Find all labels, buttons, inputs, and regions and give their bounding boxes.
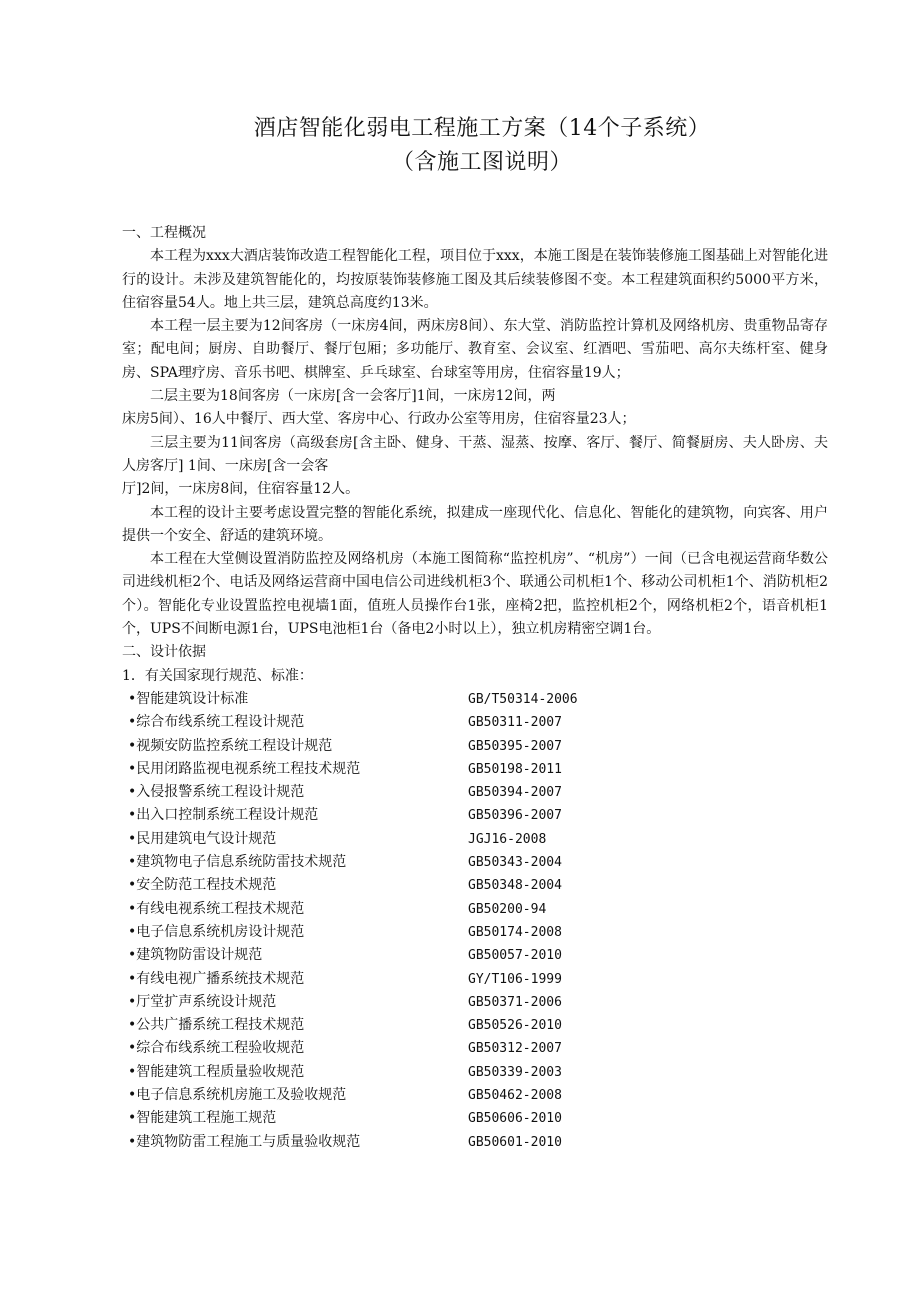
standard-row <box>122 1131 828 1154</box>
standard-code: GB50343-2004 <box>468 855 562 871</box>
paragraph-floor-1: 本工程一层主要为12间客房（一床房4间，两床房8间）、东大堂、消防监控计算机及网络机房、贵重物品寄存室；配电间；厨房、自助餐厅、餐厅包厢；多功能厅、教育室、会议室、红酒吧、雪茄吧、高尔夫练杆室、健身房、SPA理疗房、音乐书吧、棋牌室、乒乓球室、台球室等用房，住宿容量19人； <box>122 318 828 381</box>
standard-name: •智能建筑工程质量验收规范 <box>128 1063 305 1080</box>
standard-row <box>122 851 828 874</box>
standard-row <box>122 991 828 1014</box>
standard-code: GB50394-2007 <box>468 785 562 801</box>
standard-name: •建筑物电子信息系统防雷技术规范 <box>128 854 347 871</box>
paragraph-floor-3-line-1: 三层主要为11间客房（高级套房[含主卧、健身、干蒸、湿蒸、按摩、客厅、餐厅、简餐厨房、夫人卧房、夫人房客厅] 1间、一床房[含一会客 <box>122 434 828 474</box>
standard-row <box>122 1014 828 1037</box>
paragraph-project-intro: 本工程为xxx大酒店装饰改造工程智能化工程，项目位于xxx，本施工图是在装饰装修施工图基础上对智能化进行的设计。未涉及建筑智能化的，均按原装饰装修施工图及其后续装修图不变。本工程建筑面积约5000平方米，住宿容量54人。地上共三层，建筑总高度约13米。 <box>122 248 828 311</box>
standard-code: GB50057-2010 <box>468 948 562 964</box>
standard-code: GB50606-2010 <box>468 1111 562 1127</box>
section-heading-overview: 一、工程概况 <box>122 225 206 241</box>
standard-name: •民用闭路监视电视系统工程技术规范 <box>128 760 361 777</box>
standard-code: GB50462-2008 <box>468 1087 562 1103</box>
standard-name: •视频安防监控系统工程设计规范 <box>128 737 333 754</box>
standard-code: GB50395-2007 <box>468 738 562 754</box>
standard-name: •入侵报警系统工程设计规范 <box>128 784 305 801</box>
standard-name: •建筑物防雷工程施工与质量验收规范 <box>128 1133 361 1150</box>
paragraph-floor-2-line-2: 床房5间）、16人中餐厅、西大堂、客房中心、行政办公室等用房，住宿容量23人； <box>122 411 636 428</box>
standard-name: •智能建筑设计标准 <box>128 690 249 707</box>
standard-row <box>122 804 828 827</box>
paragraph-floor-2-line-1: 二层主要为18间客房（一床房[含一会客厅]1间，一床房12间，两 <box>150 388 556 405</box>
standard-row <box>122 921 828 944</box>
standard-row <box>122 688 828 711</box>
paragraph-floor-3-line-2: 厅]2间，一床房8间，住宿容量12人。 <box>122 481 360 498</box>
standard-name: •出入口控制系统工程设计规范 <box>128 807 319 824</box>
paragraph-machine-room: 本工程在大堂侧设置消防监控及网络机房（本施工图简称“监控机房”、“机房”）一间（已含电视运营商华数公司进线机柜2个、电话及网络运营商中国电信公司进线机柜3个、联通公司机柜1个、移动公司机柜1个、消防机柜2个）。智能化专业设置监控电视墙1面，值班人员操作台1张，座椅2把，监控机柜2个，网络机柜2个，语音机柜1个，UPS不间断电源1台，UPS电池柜1台（备电2小时以上），独立机房精密空调1台。 <box>122 551 828 638</box>
standard-row <box>122 758 828 781</box>
document-title: 酒店智能化弱电工程施工方案（14个子系统） <box>253 116 711 141</box>
standard-code: GB50396-2007 <box>468 808 562 824</box>
standard-code: GB50174-2008 <box>468 924 562 940</box>
paragraph-design-goal: 本工程的设计主要考虑设置完整的智能化系统，拟建成一座现代化、信息化、智能化的建筑物，向宾客、用户提供一个安全、舒适的建筑环境。 <box>122 504 828 544</box>
standard-name: •综合布线系统工程设计规范 <box>128 714 305 731</box>
standard-name: •安全防范工程技术规范 <box>128 877 277 894</box>
title-block <box>136 112 828 180</box>
standard-code: GB50348-2004 <box>468 878 562 894</box>
standard-row <box>122 828 828 851</box>
standard-name: •有线电视系统工程技术规范 <box>128 900 305 917</box>
standard-row <box>122 1107 828 1130</box>
standard-row <box>122 711 828 734</box>
standard-name: •综合布线系统工程验收规范 <box>128 1040 305 1057</box>
standard-code: GB50526-2010 <box>468 1018 562 1034</box>
standard-row <box>122 1061 828 1084</box>
standard-row <box>122 898 828 921</box>
standard-row <box>122 735 828 758</box>
standard-name: •建筑物防雷设计规范 <box>128 947 263 964</box>
standard-name: •民用建筑电气设计规范 <box>128 830 277 847</box>
standard-name: •公共广播系统工程技术规范 <box>128 1017 305 1034</box>
standard-row <box>122 1037 828 1060</box>
subsection-heading-standards: 1．有关国家现行规范、标准： <box>122 667 313 684</box>
standard-row <box>122 968 828 991</box>
standard-code: GB50311-2007 <box>468 715 562 731</box>
standard-name: •智能建筑工程施工规范 <box>128 1110 277 1127</box>
standard-code: GB/T50314-2006 <box>468 691 578 707</box>
standard-row <box>122 781 828 804</box>
document-body <box>122 222 828 1154</box>
standard-code: GB50198-2011 <box>468 761 562 777</box>
standard-code: JGJ16-2008 <box>468 831 547 847</box>
standard-code: GB50312-2007 <box>468 1041 562 1057</box>
standard-row <box>122 944 828 967</box>
standard-row <box>122 1084 828 1107</box>
standard-code: GB50601-2010 <box>468 1134 562 1150</box>
standard-name: •厅堂扩声系统设计规范 <box>128 993 277 1010</box>
standard-code: GY/T106-1999 <box>468 971 562 987</box>
standard-code: GB50200-94 <box>468 901 547 917</box>
standard-name: •电子信息系统机房设计规范 <box>128 923 305 940</box>
standard-code: GB50339-2003 <box>468 1064 562 1080</box>
standard-name: •电子信息系统机房施工及验收规范 <box>128 1086 347 1103</box>
section-heading-design-basis: 二、设计依据 <box>122 644 206 661</box>
standards-list <box>122 688 828 1154</box>
standard-row <box>122 874 828 897</box>
standard-name: •有线电视广播系统技术规范 <box>128 970 305 987</box>
standard-code: GB50371-2006 <box>468 994 562 1010</box>
document-subtitle: （含施工图说明） <box>391 150 572 175</box>
